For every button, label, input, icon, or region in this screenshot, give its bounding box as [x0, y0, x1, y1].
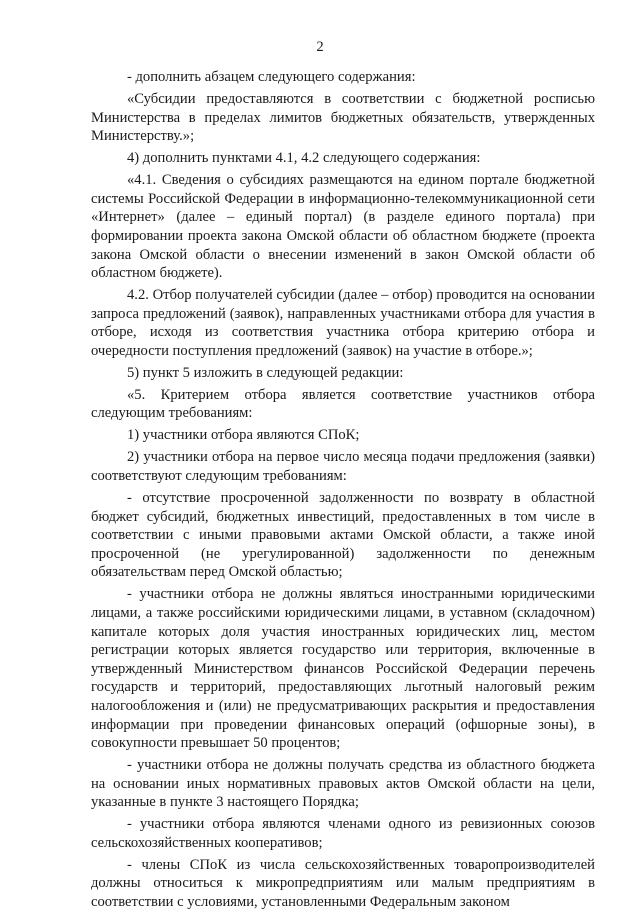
- page-number: 2: [316, 39, 324, 55]
- paragraph: «Субсидии предоставляются в соответствии с бюджетной росписью Министерства в пределах лимитов бюджетных обязательств, утвержденных Министерству.»;: [91, 90, 595, 145]
- paragraph: 4) дополнить пунктами 4.1, 4.2 следующего содержания:: [127, 150, 481, 167]
- document-body: [91, 68, 595, 915]
- paragraph: 4.2. Отбор получателей субсидии (далее – отбор) проводится на основании запроса предложений (заявок), направленных участниками отбора для участия в отборе, исходя из соответствия участника отбора критерию отбора и очередности поступления предложений (заявок) на участие в отборе.»;: [91, 287, 595, 359]
- paragraph: «5. Критерием отбора является соответствие участников отбора следующим требованиям:: [91, 386, 595, 422]
- paragraph: - дополнить абзацем следующего содержания:: [127, 69, 416, 85]
- paragraph: 5) пункт 5 изложить в следующей редакции:: [127, 364, 404, 381]
- paragraph: «4.1. Сведения о субсидиях размещаются на едином портале бюджетной системы Российской Федерации в информационно-телекоммуникационной сети «Интернет» (далее – единый портал) (в разделе единого портала) при формировании проекта закона Омской области об областном бюджете (проекта закона Омской области о внесении изменений в закон Омской области об областном бюджете).: [91, 172, 595, 282]
- paragraph: - участники отбора не должны получать средства из областного бюджета на основании иных нормативных правовых актов Омской области на цели, указанные в пункте 3 настоящего Порядка;: [91, 757, 595, 811]
- paragraph: - участники отбора являются членами одного из ревизионных союзов сельскохозяйственных кооперативов;: [91, 816, 595, 851]
- paragraph: - участники отбора не должны являться иностранными юридическими лицами, а также российскими юридическими лицами, в уставном (складочном) капитале которых доля участия иностранных юридических лиц, местом регистрации которых является государство или территория, включенные в утвержденный Министерством финансов Российской Федерации перечень государств и территорий, предоставляющих льготный налоговый режим налогообложения и (или) не предусматривающих раскрытия и предоставления информации при проведении финансовых операций (офшорные зоны), в совокупности превышает 50 процентов;: [91, 586, 595, 752]
- paragraph: 1) участники отбора являются СПоК;: [127, 427, 360, 444]
- paragraph: - члены СПоК из числа сельскохозяйственных товаропроизводителей должны относиться к микропредприятиям или малым предприятиям в соответствии с условиями, установленными Федеральным законом: [91, 856, 595, 911]
- paragraph: - отсутствие просроченной задолженности по возврату в областной бюджет субсидий, бюджетных инвестиций, предоставленных в том числе в соответствии с иными правовыми актами Омской области, а также иной просроченной (не урегулированной) задолженности по денежным обязательствам перед Омской областью;: [91, 489, 595, 581]
- paragraph: 2) участники отбора на первое число месяца подачи предложения (заявки) соответствуют следующим требованиям:: [91, 449, 595, 484]
